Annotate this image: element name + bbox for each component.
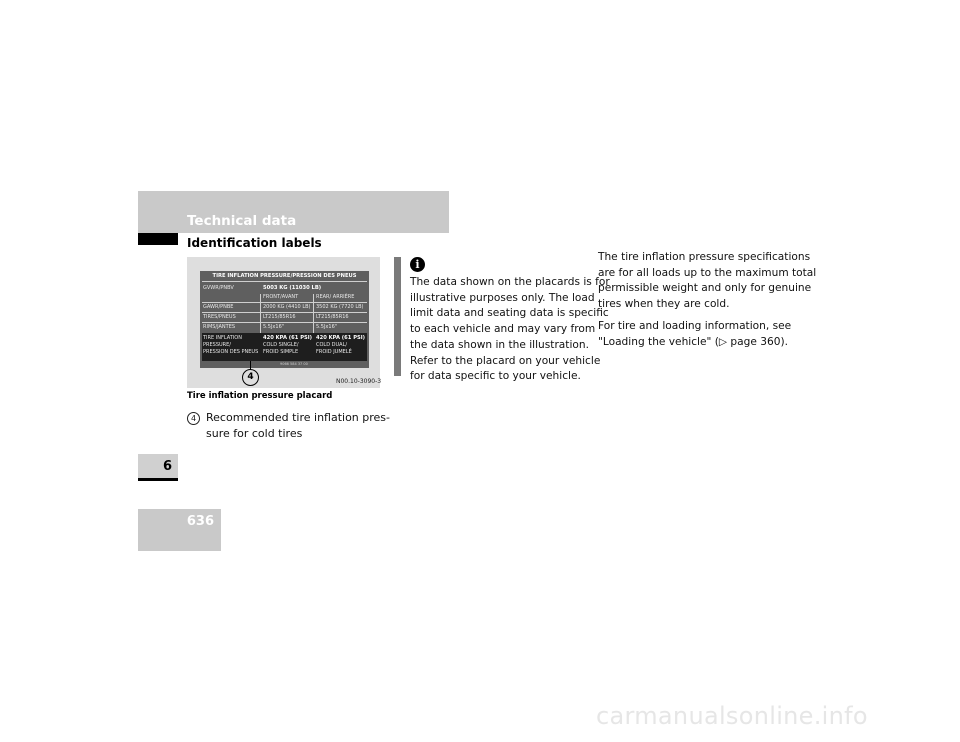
gawr-front: 2000 KG (4410 LB)	[263, 304, 311, 310]
pressure-label-1: TIRE INFLATION	[203, 335, 242, 341]
info-line: for data specific to your vehicle.	[410, 370, 581, 383]
callout-marker: 4	[242, 369, 259, 386]
legend-marker: 4	[187, 412, 200, 425]
chapter-number: 6	[162, 459, 172, 474]
tires-front: LT215/85R16	[263, 314, 296, 320]
pressure-front-2: COLD SINGLE/	[263, 342, 299, 348]
text-line: For tire and loading information, see	[598, 319, 792, 332]
chapter-underline	[138, 478, 178, 481]
info-line: The data shown on the placards is for	[410, 276, 610, 288]
info-icon: i	[410, 257, 425, 272]
placard-rule	[202, 322, 367, 323]
page-reference-link[interactable]: "Loading the vehicle" (▷ page 360).	[598, 335, 788, 348]
header-accent-bar	[138, 233, 178, 245]
chapter-tab	[138, 454, 178, 478]
figure-caption: Tire inflation pressure placard	[187, 391, 333, 401]
info-line: to each vehicle and may vary from	[410, 323, 596, 336]
info-line: illustrative purposes only. The load	[410, 291, 595, 304]
paragraph-loading-reference	[598, 319, 798, 350]
text-line: tires when they are cold.	[598, 298, 730, 311]
placard-heading: TIRE INFLATION PRESSURE/PRESSION DES PNEUS	[212, 273, 357, 279]
gawr-rear: 3502 KG (7720 LB)	[316, 304, 364, 310]
pressure-label-3: PRESSION DES PNEUS	[203, 349, 259, 355]
info-line: Refer to the placard on your vehicle	[410, 354, 601, 367]
subsection-title: Identification labels	[187, 236, 322, 250]
pressure-front-3: FROID SIMPLE	[263, 349, 299, 355]
front-header: FRONT/AVANT	[263, 294, 299, 300]
text-line: permissible weight and only for genuine	[598, 282, 812, 295]
rims-label: RIMS/JANTES	[203, 324, 236, 330]
body-text-column	[598, 250, 817, 356]
gvwr-value: 5003 KG (11030 LB)	[263, 285, 322, 291]
info-note	[410, 275, 610, 385]
watermark: carmanualsonline.info	[596, 702, 868, 730]
gvwr-label: GVWR/PNBV	[203, 285, 234, 291]
tires-rear: LT215/85R16	[316, 314, 349, 320]
info-line: the data shown in the illustration.	[410, 338, 589, 351]
placard-part-code: 9066 584 37 00	[280, 362, 308, 366]
legend-text	[206, 410, 390, 441]
pressure-label-2: PRESSURE/	[203, 342, 231, 348]
gawr-label: GAWR/PNBE	[203, 304, 234, 310]
rims-rear: 5.5Jx16"	[316, 324, 338, 330]
tires-label: TIRES/PNEUS	[203, 314, 236, 320]
tire-placard	[200, 271, 369, 368]
figure-reference: N00.10-3090-3	[336, 378, 382, 385]
pressure-front-1: 420 KPA (61 PSI)	[263, 335, 313, 341]
text-line: are for all loads up to the maximum total	[598, 266, 817, 279]
pressure-rear-1: 420 KPA (61 PSI)	[316, 335, 366, 341]
legend-line: sure for cold tires	[206, 426, 303, 440]
rims-front: 5.5Jx16"	[263, 324, 285, 330]
placard-rule	[202, 312, 367, 313]
pressure-rear-2: COLD DUAL/	[316, 342, 348, 348]
page-number: 636	[186, 514, 214, 529]
pressure-rear-3: FROID JUMELÉ	[316, 349, 352, 355]
rear-header: REAR/ ARRIÈRE	[316, 294, 355, 300]
pressure-row	[202, 333, 367, 361]
paragraph-tire-pressure	[598, 250, 817, 313]
info-side-bar	[394, 257, 401, 376]
text-line: The tire inflation pressure specifications	[598, 251, 811, 263]
placard-rule	[202, 302, 367, 303]
page-number-box	[138, 509, 221, 551]
legend-line: Recommended tire inflation pres-	[206, 411, 391, 424]
placard-figure	[187, 257, 380, 388]
info-line: limit data and seating data is specific	[410, 307, 609, 320]
section-title: Technical data	[187, 213, 297, 229]
placard-rule	[202, 281, 367, 282]
